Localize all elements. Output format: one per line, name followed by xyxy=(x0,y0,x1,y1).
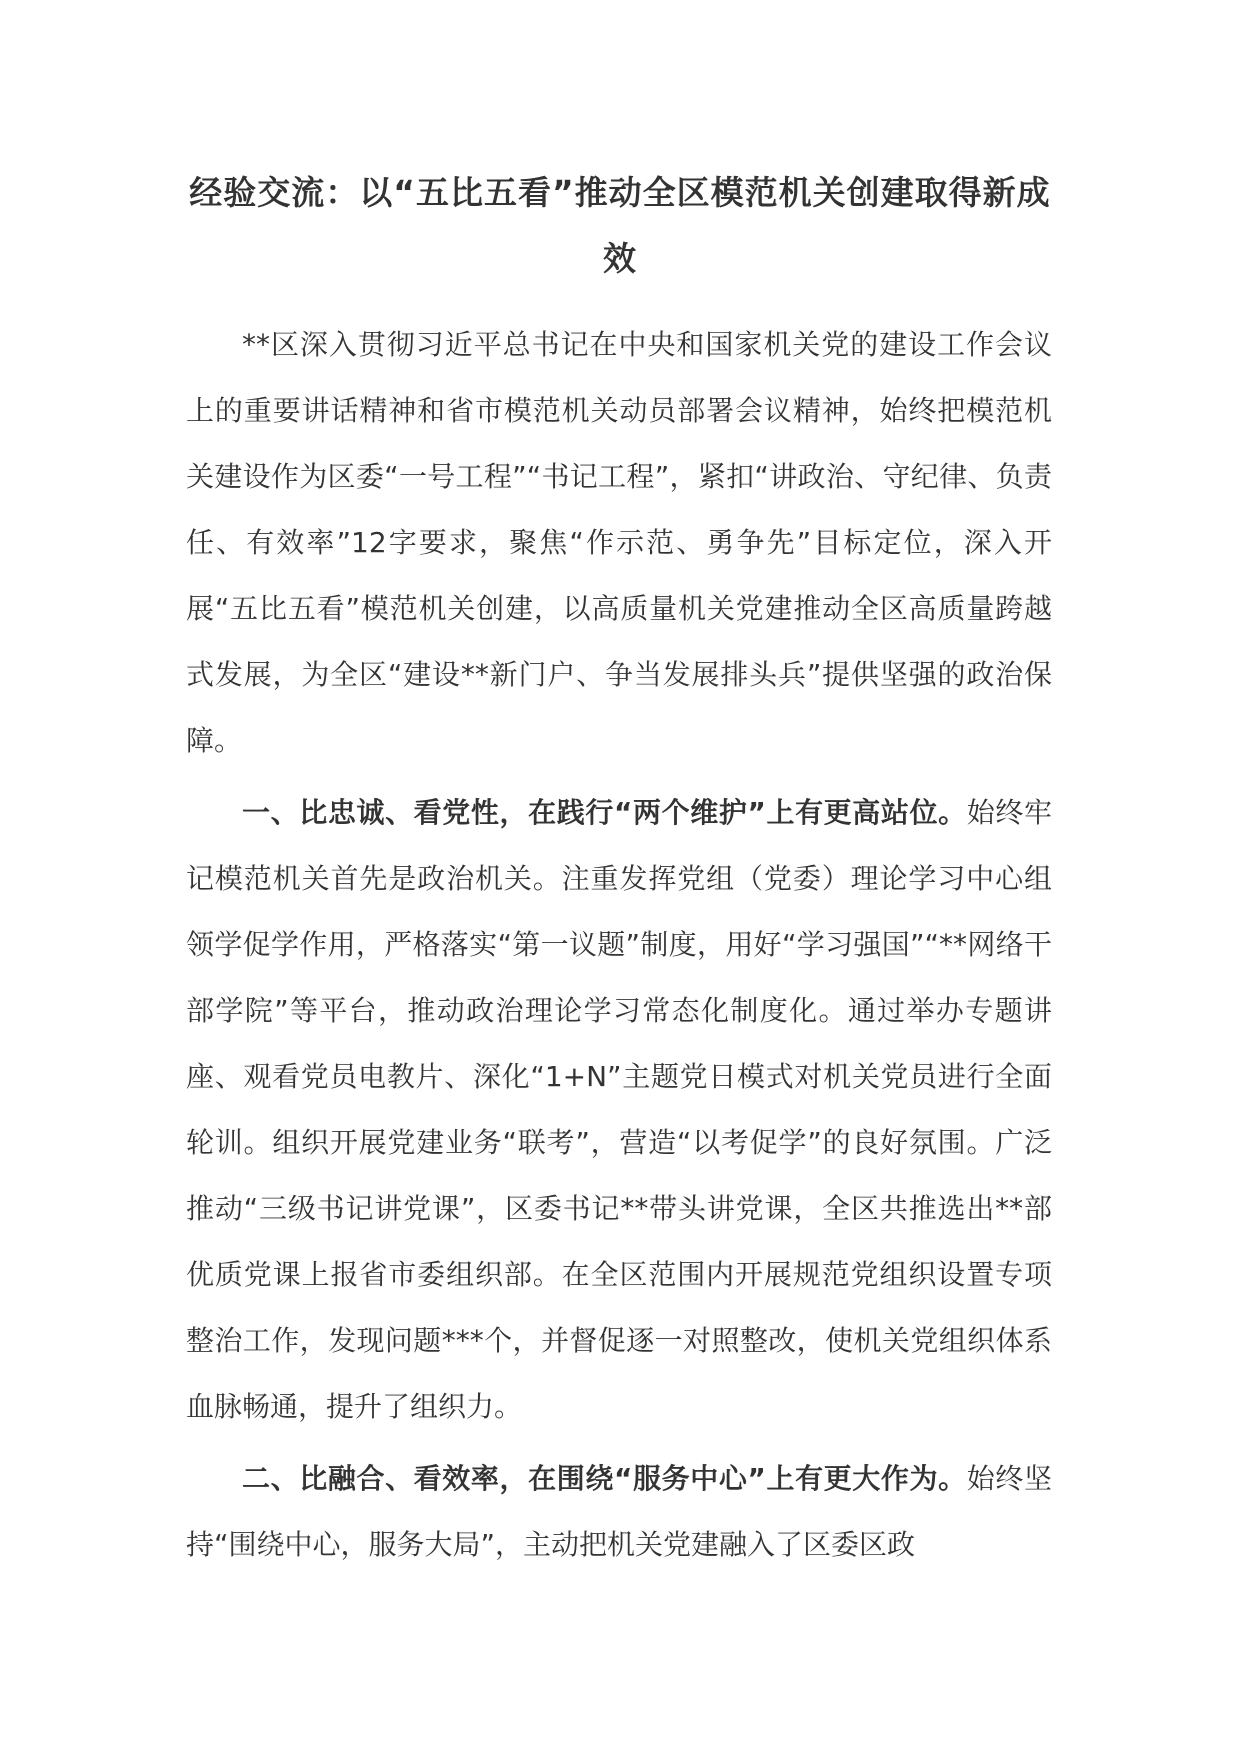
section-two-heading: 二、比融合、看效率，在围绕“服务中心”上有更大作为。 xyxy=(242,1462,967,1495)
intro-paragraph: **区深入贯彻习近平总书记在中央和国家机关党的建设工作会议上的重要讲话精神和省市模范机关动员部署会议精神，始终把模范机关建设作为区委“一号工程”“书记工程”，紧扣“讲政治、守纪律、负责任、有效率”12字要求，聚焦“作示范、勇争先”目标定位，深入开展“五比五看”模范机关创建，以高质量机关党建推动全区高质量跨越式发展，为全区“建设**新门户、争当发展排头兵”提供坚强的政治保障。 xyxy=(186,328,1052,757)
section-one-text: 始终牢记模范机关首先是政治机关。注重发挥党组（党委）理论学习中心组领学促学作用，严格落实“第一议题”制度，用好“学习强国”“**网络干部学院”等平台，推动政治理论学习常态化制度化。通过举办专题讲座、观看党员电教片、深化“1+N”主题党日模式对机关党员进行全面轮训。组织开展党建业务“联考”，营造“以考促学”的良好氛围。广泛推动“三级书记讲党课”，区委书记**带头讲党课，全区共推选出**部优质党课上报省市委组织部。在全区范围内开展规范党组织设置专项整治工作，发现问题***个，并督促逐一对照整改，使机关党组织体系血脉畅通，提升了组织力。 xyxy=(186,796,1052,1423)
section-two-text: 始终坚持“围绕中心，服务大局”，主动把机关党建融入了区委区政 xyxy=(186,1462,1052,1561)
section-one-heading: 一、比忠诚、看党性，在践行“两个维护”上有更高站位。 xyxy=(242,796,967,829)
section-one-paragraph xyxy=(186,780,1052,1440)
section-two-paragraph xyxy=(186,1446,1052,1578)
document-title: 经验交流：以“五比五看”推动全区模范机关创建取得新成效 xyxy=(189,173,1051,278)
